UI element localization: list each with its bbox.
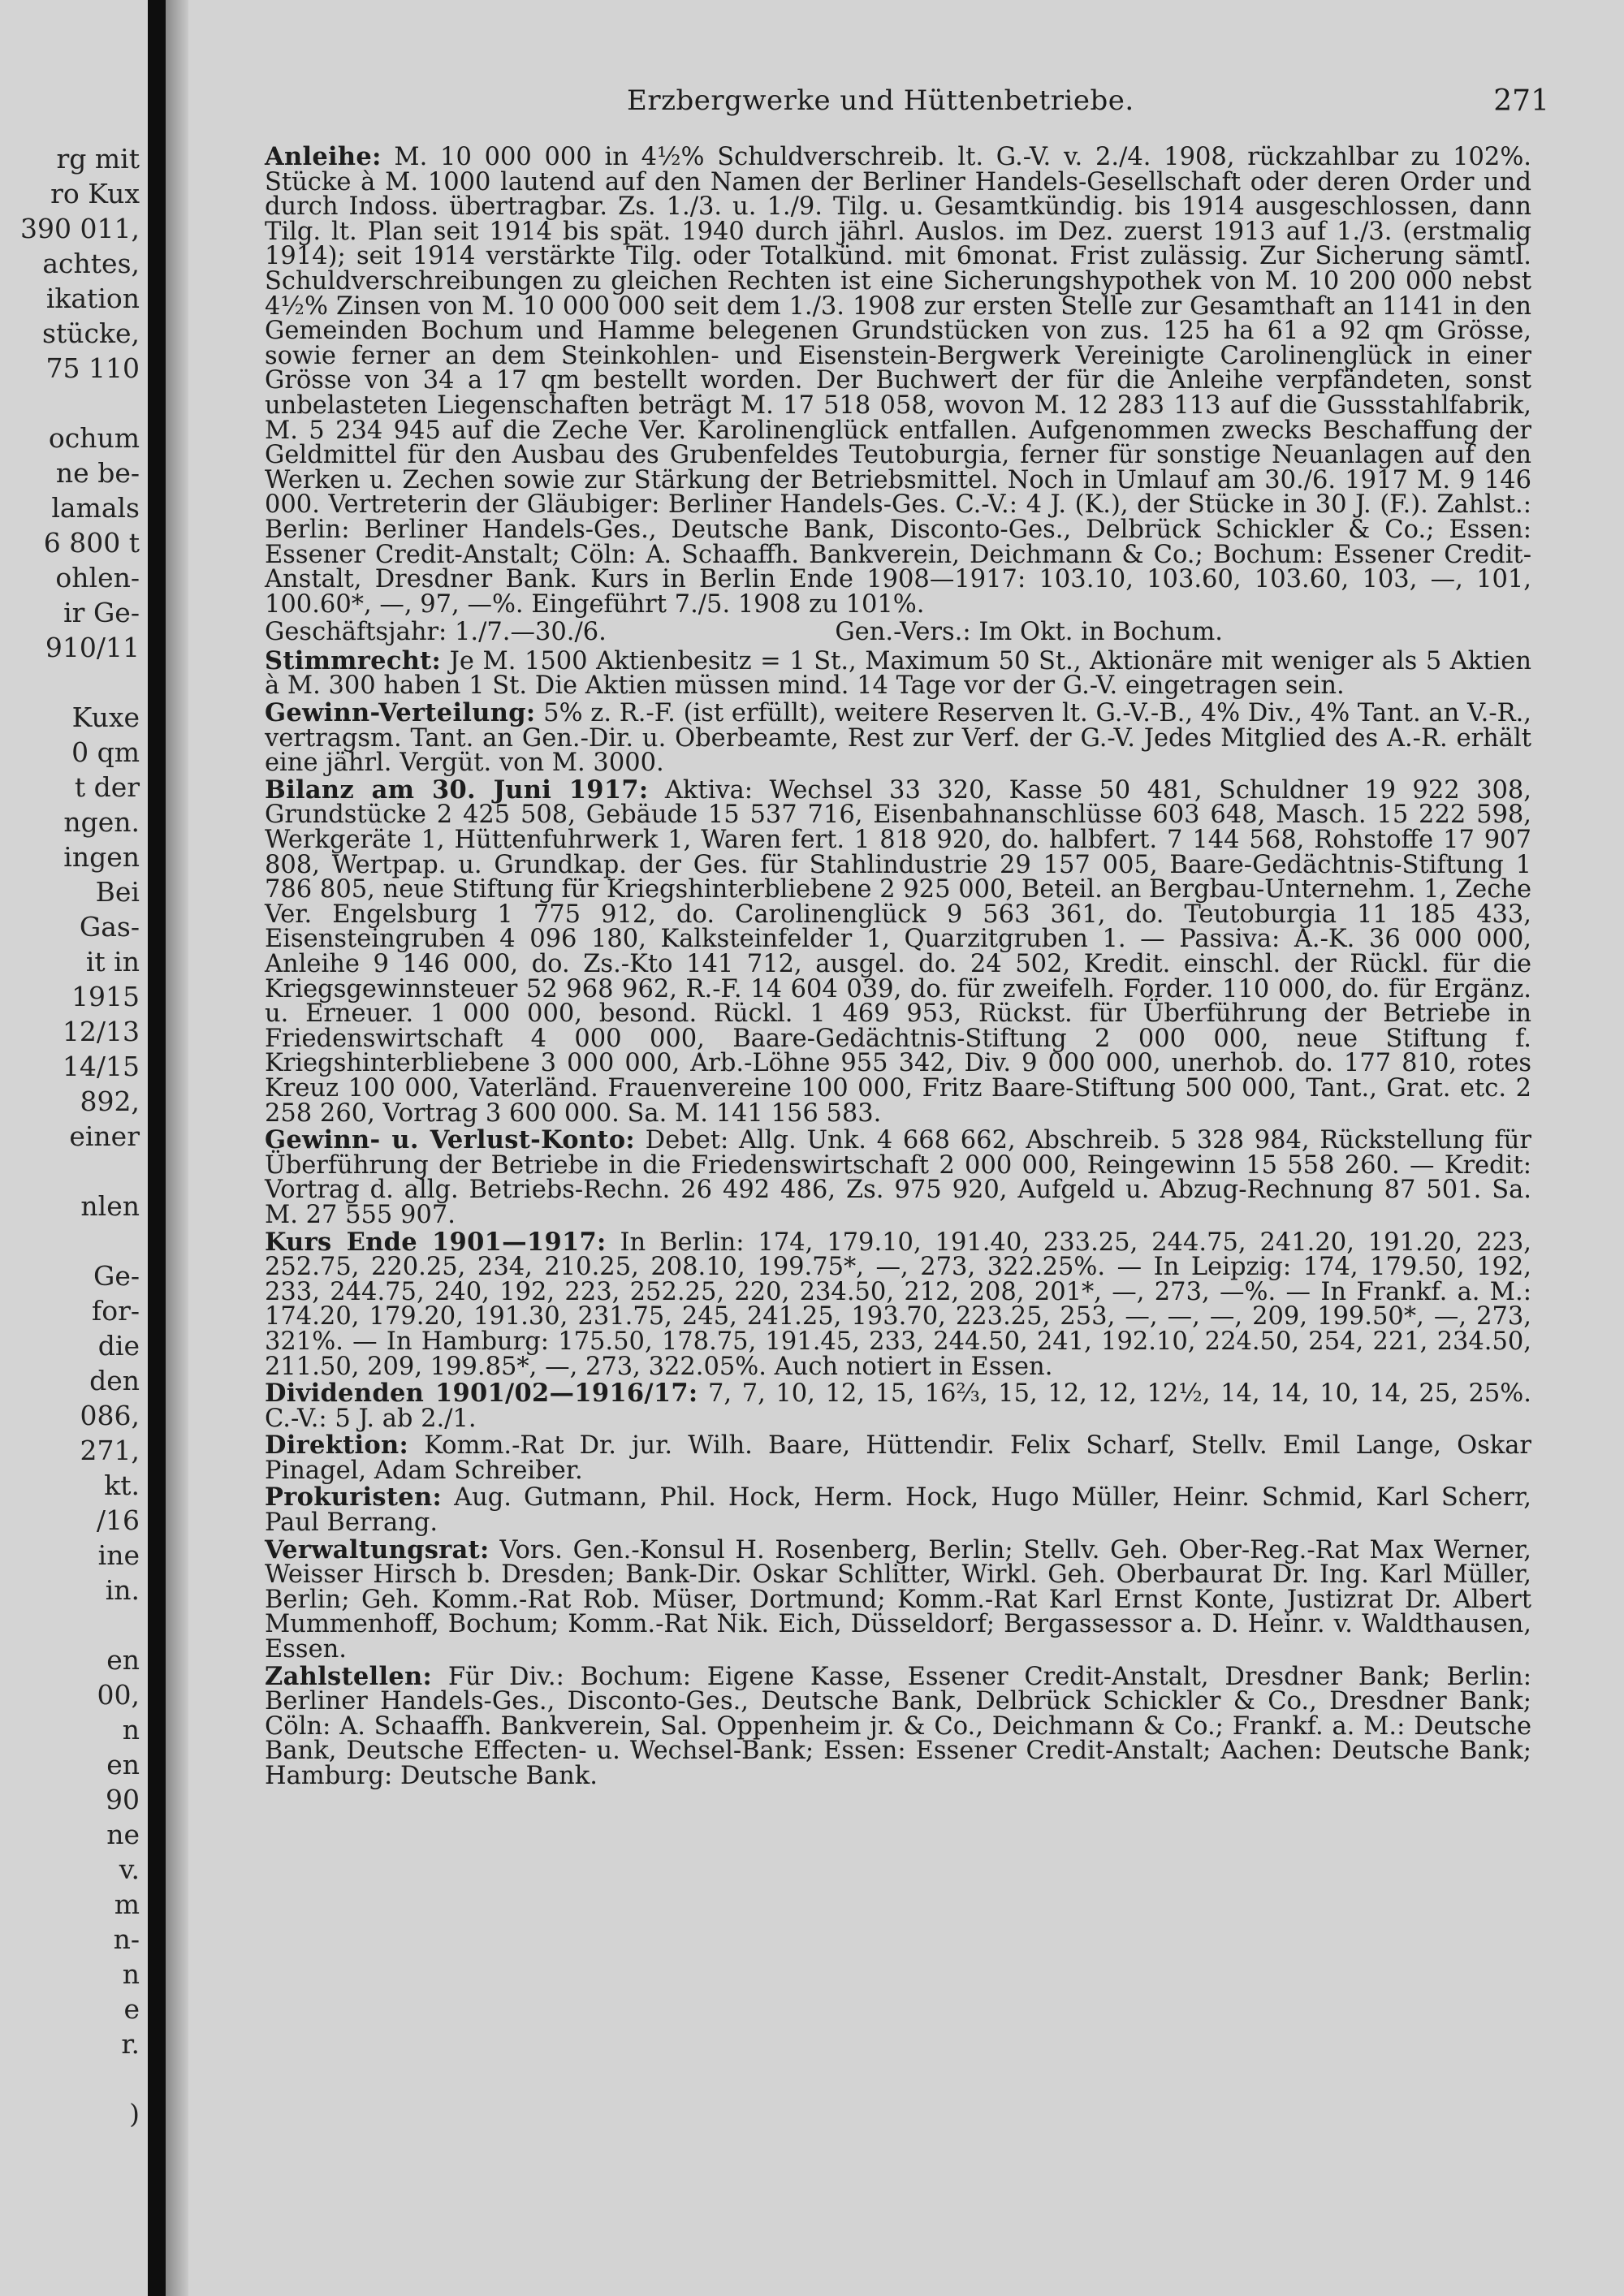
prev-page-fragment: n-	[113, 1923, 140, 1955]
running-title: Erzbergwerke und Hüttenbetriebe.	[627, 84, 1134, 117]
prev-page-fragment: v.	[119, 1854, 140, 1885]
prev-page-fragment: en	[106, 1749, 140, 1780]
section-text: Im Okt. in Bochum.	[978, 618, 1223, 647]
prev-page-fragment: 90	[106, 1784, 140, 1815]
section-heading: Kurs Ende 1901—1917:	[265, 1227, 607, 1257]
prev-page-fragment: n	[122, 1714, 140, 1746]
prev-page-fragment: ohlen-	[55, 562, 140, 593]
previous-page-margin	[0, 0, 148, 2296]
prev-page-fragment: Gas-	[79, 911, 140, 943]
section-text: Debet: Allg. Unk. 4 668 662, Abschreib. 5 328 984, Rückstellung für Überführung der Betriebe in die Friedenswirtschaft 2 000 000, Reingewinn 15 558 260. — Kredit: Vortrag d. allg. Betriebs-Rechn. 26 492 486, Zs. 975 920, Aufgeld u. Abzug-Rechnung 87 501. Sa. M. 27 555 907.	[265, 1126, 1531, 1229]
prev-page-fragment: 892,	[80, 1085, 140, 1117]
section-prokuristen	[213, 1482, 1532, 1538]
prev-page-fragment: 75 110	[45, 352, 140, 384]
section-gewinn-verlust	[213, 1125, 1531, 1229]
section-gewinn-verteilung	[213, 698, 1531, 778]
prev-page-fragment: stücke,	[42, 317, 140, 349]
section-text: 1./7.—30./6.	[455, 618, 607, 647]
page	[188, 0, 1624, 2296]
prev-page-fragment: den	[89, 1365, 140, 1396]
prev-page-fragment: en	[106, 1644, 140, 1676]
section-kurs	[213, 1227, 1531, 1381]
prev-page-fragment: 14/15	[62, 1051, 140, 1082]
section-heading: Bilanz am 30. Juni 1917:	[265, 775, 649, 805]
prev-page-fragment: ikation	[45, 283, 140, 314]
section-text: Aug. Gutmann, Phil. Hock, Herm. Hock, Hugo Müller, Heinr. Schmid, Karl Scherr, Paul Berrang.	[265, 1483, 1532, 1538]
section-bilanz	[213, 775, 1531, 1128]
section-heading: Geschäftsjahr:	[265, 618, 447, 647]
prev-page-fragment: ingen	[63, 841, 140, 873]
section-geschaeftsjahr	[265, 620, 607, 645]
section-text: Aktiva: Wechsel 33 320, Kasse 50 481, Schuldner 19 922 308, Grundstücke 2 425 508, Gebäude 15 537 716, Eisenbahnanschlüsse 603 648, Masch. 15 222 598, Werkgeräte 1, Hüttenfuhrwerk 1, Waren fert. 1 818 920, do. halbfert. 7 144 568, Rohstoffe 17 907 808, Wertpap. u. Grundkap. der Ges. für Stahlindustrie 29 157 005, Baare-Gedächtnis-Stiftung 1 786 805, neue Stiftung für Kriegshinterbliebene 2 925 000, Beteil. an Bergbau-Unternehm. 1, Zeche Ver. Engelsburg 1 775 912, do. Carolinenglück 9 563 361, do. Teutoburgia 11 185 433, Eisensteingruben 4 096 180, Kalksteinfelder 1, Quarzitgruben 1. — Passiva: A.-K. 36 000 000, Anleihe 9 146 000, do. Zs.-Kto 141 712, ausgel. do. 24 502, Kredit. einschl. der Rückl. für die Kriegsgewinnsteuer 52 968 962, R.-F. 14 604 039, do. für zweifelh. Forder. 110 000, do. für Ergänz. u. Erneuer. 1 000 000, besond. Rückl. 1 469 953, Rückst. für Überführung der Betriebe in Friedenswirtschaft 4 000 000, Baare-Gedächtnis-Stiftung 2 000 000, neue Stiftung f. Kriegshinterbliebene 3 000 000, Arb.-Löhne 955 342, Div. 9 000 000, unerhob. do. 177 810, rotes Kreuz 100 000, Vaterländ. Frauenvereine 100 000, Fritz Baare-Stiftung 500 000, Tant., Grat. etc. 2 258 260, Vortrag 3 600 000. Sa. M. 141 156 583.	[265, 775, 1531, 1128]
section-heading: Verwaltungsrat:	[265, 1534, 490, 1564]
prev-page-fragment: 086,	[80, 1400, 140, 1431]
prev-page-fragment: ne	[106, 1819, 140, 1850]
section-dividenden	[213, 1381, 1531, 1431]
page-number: 271	[1493, 84, 1549, 118]
prev-page-fragment: nlen	[80, 1190, 140, 1222]
section-text: 7, 7, 10, 12, 15, 16⅔, 15, 12, 12, 12½, 14, 14, 10, 14, 25, 25%. C.-V.: 5 J. ab 2./1.	[265, 1379, 1531, 1433]
prev-page-fragment: Bei	[95, 876, 140, 908]
book-spine	[148, 0, 166, 2296]
section-verwaltungsrat	[213, 1534, 1531, 1664]
prev-page-fragment: einer	[69, 1120, 140, 1152]
section-heading: Direktion:	[265, 1431, 409, 1461]
section-heading: Gen.-Vers.:	[835, 618, 971, 647]
section-heading: Gewinn-Verteilung:	[265, 698, 536, 728]
section-heading: Zahlstellen:	[265, 1661, 433, 1691]
prev-page-fragment: 390 011,	[20, 213, 140, 244]
prev-page-fragment: ngen.	[63, 806, 140, 838]
prev-page-fragment: for-	[91, 1295, 140, 1327]
section-text: In Berlin: 174, 179.10, 191.40, 233.25, 244.75, 241.20, 191.20, 223, 252.75, 220.25, 234, 210.25, 208.10, 199.75*, —, 273, 322.25%. — In Leipzig: 174, 179.50, 192, 233, 244.75, 240, 192, 223, 252.25, 220, 234.50, 212, 208, 201*, —, 273, —%. — In Frankf. a. M.: 174.20, 179.20, 191.30, 231.75, 245, 241.25, 193.70, 223.25, 253, —, —, —, 209, 199.50*, —, 273, 321%. — In Hamburg: 175.50, 178.75, 191.45, 233, 244.50, 241, 192.10, 224.50, 254, 221, 234.50, 211.50, 209, 199.85*, —, 273, 322.05%. Auch notiert in Essen.	[265, 1228, 1531, 1381]
section-heading: Anleihe:	[265, 142, 382, 171]
section-text: 5% z. R.-F. (ist erfüllt), weitere Reserven lt. G.-V.-B., 4% Div., 4% Tant. an V.-R., vertragsm. Tant. an Gen.-Dir. u. Oberbeamte, Rest zur Verf. der G.-V. Jedes Mitglied des A.-R. erhält eine jährl. Vergüt. von M. 3000.	[265, 699, 1531, 778]
prev-page-fragment: n	[122, 1958, 140, 1990]
prev-page-fragment: /16	[96, 1504, 140, 1536]
prev-page-fragment: 6 800 t	[43, 527, 140, 559]
section-text: Vors. Gen.-Konsul H. Rosenberg, Berlin; Stellv. Geh. Ober-Reg.-Rat Max Werner, Weisser Hirsch b. Dresden; Bank-Dir. Oskar Schlitter, Wirkl. Geh. Oberbaurat Dr. Ing. Karl Müller, Berlin; Geh. Komm.-Rat Rob. Müser, Dortmund; Komm.-Rat Karl Ernst Konte, Justizrat Dr. Albert Mummenhoff, Bochum; Komm.-Rat Nik. Eich, Düsseldorf; Bergassessor a. D. Heinr. v. Waldthausen, Essen.	[265, 1535, 1531, 1664]
prev-page-fragment: rg mit	[56, 143, 140, 175]
prev-page-fragment: lamals	[51, 492, 140, 524]
prev-page-fragment: 12/13	[62, 1016, 140, 1047]
section-stimmrecht	[213, 645, 1531, 701]
spine-shadow	[166, 0, 188, 2296]
prev-page-fragment: ir Ge-	[63, 597, 140, 628]
section-heading: Dividenden 1901/02—1916/17:	[265, 1379, 698, 1409]
section-zahlstellen	[213, 1661, 1531, 1790]
section-heading: Prokuristen:	[265, 1482, 443, 1513]
prev-page-fragment: ne be-	[55, 457, 140, 489]
prev-page-fragment: t der	[74, 771, 140, 803]
section-text: Je M. 1500 Aktienbesitz = 1 St., Maximum 50 St., Aktionäre mit weniger als 5 Aktien à M. 300 haben 1 St. Die Aktien müssen mind. 14 Tage vor der G.-V. eingetragen sein.	[265, 646, 1531, 701]
prev-page-fragment: )	[129, 2098, 140, 2130]
section-text: Komm.-Rat Dr. jur. Wilh. Baare, Hüttendir. Felix Scharf, Stellv. Emil Lange, Oskar Pinagel, Adam Schreiber.	[265, 1431, 1531, 1485]
body-text	[213, 142, 1532, 1791]
prev-page-fragment: ro Kux	[50, 178, 140, 209]
prev-page-fragment: e	[123, 1993, 140, 2025]
section-direktion	[213, 1433, 1531, 1483]
section-gen-vers	[835, 620, 1223, 645]
prev-page-fragment: m	[114, 1888, 140, 1920]
section-row-geschaeftsjahr	[213, 620, 1531, 645]
prev-page-fragment: Ge-	[93, 1260, 140, 1292]
prev-page-fragment: 910/11	[45, 632, 140, 663]
prev-page-fragment: it in	[85, 946, 140, 978]
section-text: Für Div.: Bochum: Eigene Kasse, Essener Credit-Anstalt, Dresdner Bank; Berlin: Berliner Handels-Ges., Disconto-Ges., Deutsche Bank, Delbrück Schickler & Co., Dresdner Bank; Cöln: A. Schaaffh. Bankverein, Sal. Oppenheim jr. & Co., Deichmann & Co.; Frankf. a. M.: Deutsche Bank, Deutsche Effecten- u. Wechsel-Bank; Essen: Essener Credit-Anstalt; Aachen: Deutsche Bank; Hamburg: Deutsche Bank.	[265, 1662, 1531, 1790]
section-heading: Gewinn- u. Verlust-Konto:	[265, 1125, 635, 1155]
prev-page-fragment: Kuxe	[71, 701, 140, 733]
prev-page-fragment: achtes,	[42, 248, 140, 279]
prev-page-fragment: 0 qm	[71, 736, 140, 768]
prev-page-fragment: in.	[105, 1574, 140, 1606]
section-text: M. 10 000 000 in 4½% Schuldverschreib. lt. G.-V. v. 2./4. 1908, rückzahlbar zu 102%. Stücke à M. 1000 lautend auf den Namen der Berliner Handels-Gesellschaft oder deren Order und durch Indoss. übertragbar. Zs. 1./3. u. 1./9. Tilg. u. Gesamtkündig. bis 1914 ausgeschlossen, dann Tilg. lt. Plan seit 1914 bis spät. 1940 durch jährl. Auslos. im Dez. zuerst 1913 auf 1./3. (erstmalig 1914); seit 1914 verstärkte Tilg. oder Totalkünd. mit 6monat. Frist zulässig. Zur Sicherung sämtl. Schuldverschreibungen zu gleichen Rechten ist eine Sicherungshypothek von M. 10 200 000 nebst 4½% Zinsen von M. 10 000 000 seit dem 1./3. 1908 zur ersten Stelle zur Gesamthaft an 1141 in den Gemeinden Bochum und Hamme belegenen Grundstücken von zus. 125 ha 61 a 92 qm Grösse, sowie ferner an dem Steinkohlen- und Eisenstein-Bergwerk Vereinigte Carolinenglück in einer Grösse von 34 a 17 qm bestellt worden. Der Buchwert der für die Anleihe verpfändeten, sonst unbelasteten Liegenschaften beträgt M. 17 518 058, wovon M. 12 283 113 auf die Gussstahlfabrik, M. 5 234 945 auf die Zeche Ver. Karolinenglück entfallen. Aufgenommen zwecks Beschaffung der Geldmittel für den Ausbau des Grubenfeldes Teutoburgia, ferner für sonstige Neuanlagen auf den Werken u. Zechen sowie zur Stärkung der Betriebsmittel. Noch in Umlauf am 30./6. 1917 M. 9 146 000. Vertreterin der Gläubiger: Berliner Handels-Ges. C.-V.: 4 J. (K.), der Stücke in 30 J. (F.). Zahlst.: Berlin: Berliner Handels-Ges., Deutsche Bank, Disconto-Ges., Delbrück Schickler & Co.; Essen: Essener Credit-Anstalt; Cöln: A. Schaaffh. Bankverein, Deichmann & Co.; Bochum: Essener Credit-Anstalt, Dresdner Bank. Kurs in Berlin Ende 1908—1917: 103.10, 103.60, 103.60, 103, —, 101, 100.60*, —, 97, —%. Eingeführt 7./5. 1908 zu 101%.	[265, 143, 1531, 619]
prev-page-fragment: die	[97, 1330, 140, 1362]
prev-page-fragment: 271,	[80, 1435, 140, 1466]
prev-page-fragment: ine	[97, 1539, 140, 1571]
prev-page-fragment: 1915	[71, 981, 140, 1012]
section-heading: Stimmrecht:	[265, 645, 442, 675]
section-anleihe	[213, 142, 1531, 619]
prev-page-fragment: r.	[121, 2028, 140, 2060]
prev-page-fragment: 00,	[97, 1679, 140, 1711]
prev-page-fragment: kt.	[104, 1470, 140, 1501]
page-header	[188, 84, 1624, 120]
prev-page-fragment: ochum	[48, 422, 140, 454]
